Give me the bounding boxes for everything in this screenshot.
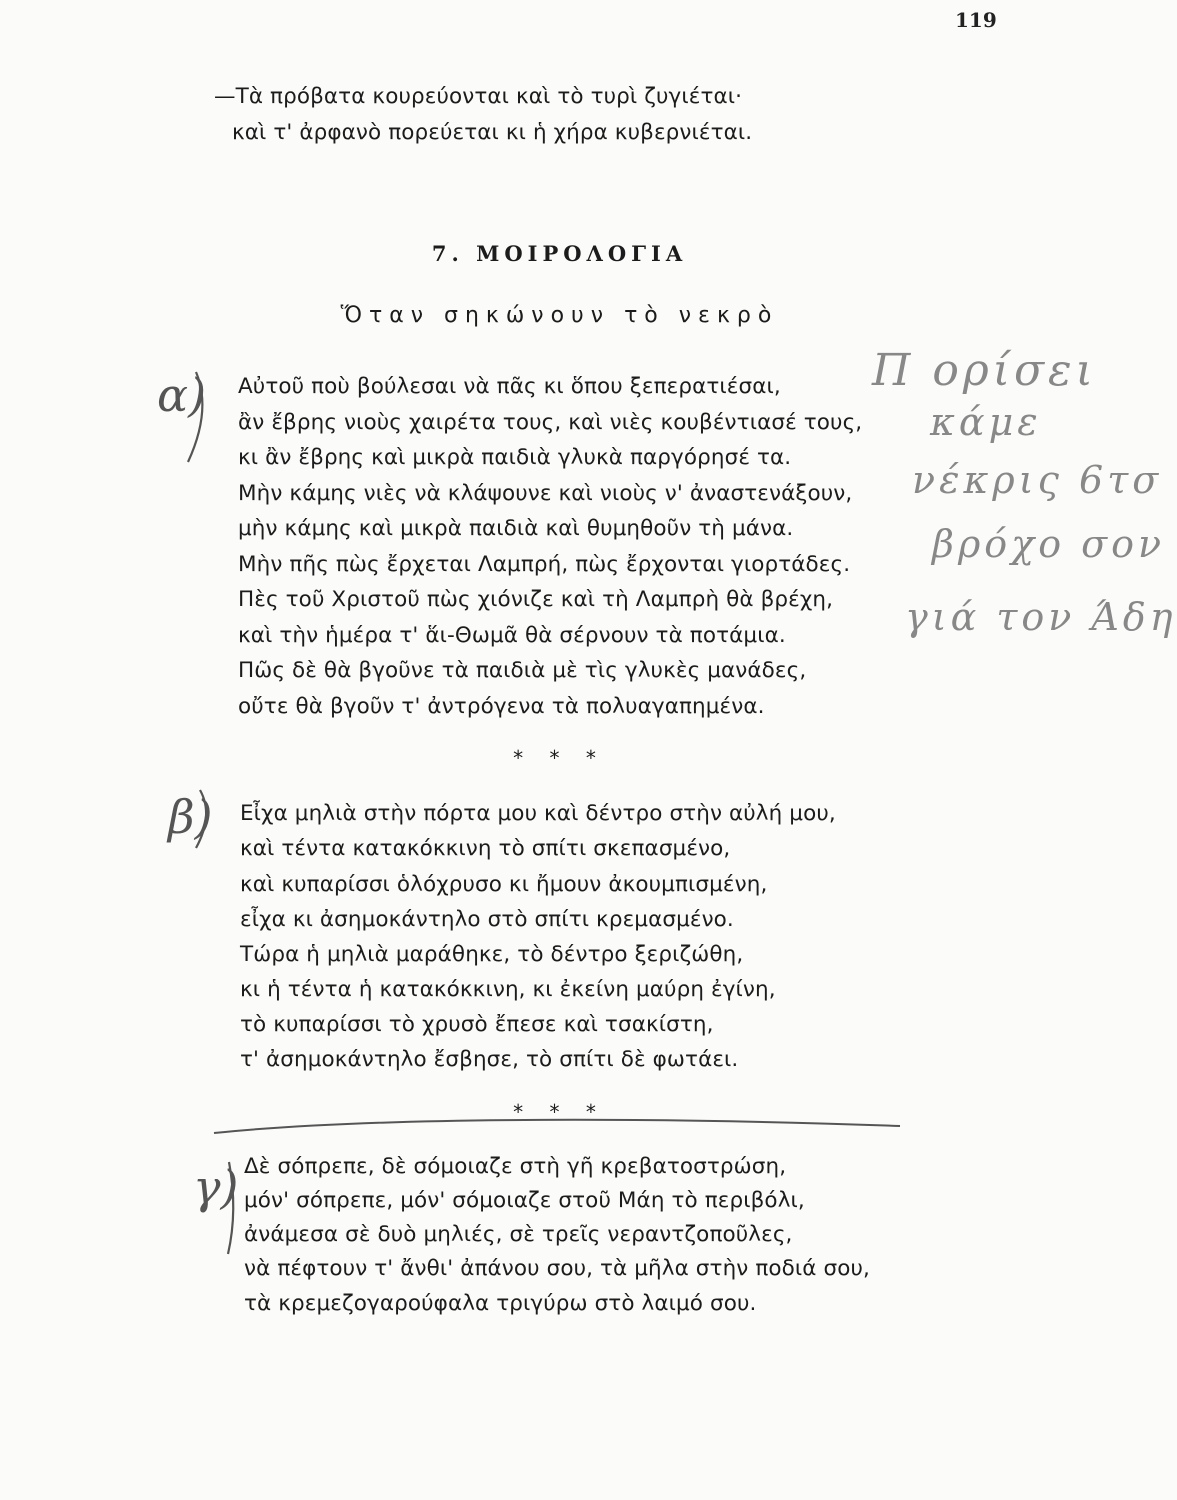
poem-a-line: οὔτε θὰ βγοῦν τ' ἀντρόγενα τὰ πολυαγαπημένα. xyxy=(238,694,765,719)
poem-c-line: νὰ πέφτουν τ' ἄνθι' ἀπάνου σου, τὰ μῆλα στὴν ποδιά σου, xyxy=(244,1256,870,1281)
poem-a-line: Αὐτοῦ ποὺ βούλεσαι νὰ πᾶς κι ὅπου ξεπερατιέσαι, xyxy=(238,374,781,399)
poem-a-line: μὴν κάμης καὶ μικρὰ παιδιὰ καὶ θυμηθοῦν τὴ μάνα. xyxy=(238,516,794,541)
separator: * * * xyxy=(513,746,606,770)
margin-note-line: Π ορίσει xyxy=(872,345,1097,396)
poem-a-line: Μὴν πῆς πὼς ἔρχεται Λαμπρή, πὼς ἔρχονται γιορτάδες. xyxy=(238,552,851,577)
intro-line-2: καὶ τ' ἀρφανὸ πορεύεται κι ἡ χήρα κυβερνιέται. xyxy=(232,120,753,145)
separator: * * * xyxy=(513,1100,606,1124)
poem-b-line: εἶχα κι ἀσημοκάντηλο στὸ σπίτι κρεμασμένο. xyxy=(240,907,734,932)
poem-b-line: Τώρα ἡ μηλιὰ μαράθηκε, τὸ δέντρο ξεριζώθη, xyxy=(240,942,744,967)
margin-note-line: γιά τον Άδη xyxy=(905,595,1177,639)
poem-c-marker: γ) xyxy=(193,1160,239,1214)
poem-c-line: τὰ κρεμεζογαρούφαλα τριγύρω στὸ λαιμό σου. xyxy=(244,1291,757,1316)
poem-b-line: τ' ἀσημοκάντηλο ἔσβησε, τὸ σπίτι δὲ φωτάει. xyxy=(240,1047,739,1072)
poem-a-line: Πὲς τοῦ Χριστοῦ πὼς χιόνιζε καὶ τὴ Λαμπρὴ θὰ βρέχη, xyxy=(238,587,834,612)
poem-a-marker: α) xyxy=(157,368,207,422)
poem-c-line: μόν' σόπρεπε, μόν' σόμοιαζε στοῦ Μάη τὸ περιβόλι, xyxy=(244,1188,805,1213)
poem-b-marker: β) xyxy=(168,790,213,844)
page-number: 119 xyxy=(955,8,997,32)
poem-b-line: Εἶχα μηλιὰ στὴν πόρτα μου καὶ δέντρο στὴν αὐλή μου, xyxy=(240,801,836,826)
poem-c-line: ἀνάμεσα σὲ δυὸ μηλιές, σὲ τρεῖς νεραντζοποῦλες, xyxy=(244,1222,793,1247)
poem-b-line: καὶ τέντα κατακόκκινη τὸ σπίτι σκεπασμένο, xyxy=(240,836,731,861)
section-subtitle: Ὅταν σηκώνουν τὸ νεκρὸ xyxy=(340,303,779,328)
section-title: 7. ΜΟΙΡΟΛΟΓΙΑ xyxy=(431,241,688,266)
poem-a-line: Πῶς δὲ θὰ βγοῦνε τὰ παιδιὰ μὲ τὶς γλυκὲς μανάδες, xyxy=(238,658,807,683)
poem-c-line: Δὲ σόπρεπε, δὲ σόμοιαζε στὴ γῆ κρεβατοστρώση, xyxy=(244,1154,787,1179)
poem-b-line: τὸ κυπαρίσσι τὸ χρυσὸ ἔπεσε καὶ τσακίστη, xyxy=(240,1012,714,1037)
poem-a-line: ἂν ἔβρης νιοὺς χαιρέτα τους, καὶ νιὲς κουβέντιασέ τους, xyxy=(238,410,863,435)
poem-b-line: κι ἡ τέντα ἡ κατακόκκινη, κι ἐκείνη μαύρη ἐγίνη, xyxy=(240,977,776,1002)
poem-a-line: καὶ τὴν ἡμέρα τ' ἅι-Θωμᾶ θὰ σέρνουν τὰ ποτάμια. xyxy=(238,623,786,648)
intro-line-1: —Τὰ πρόβατα κουρεύονται καὶ τὸ τυρὶ ζυγιέται· xyxy=(214,84,743,109)
poem-b-line: καὶ κυπαρίσσι ὁλόχρυσο κι ἤμουν ἀκουμπισμένη, xyxy=(240,872,768,897)
poem-a-line: κι ἂν ἔβρης καὶ μικρὰ παιδιὰ γλυκὰ παργόρησέ τα. xyxy=(238,445,792,470)
margin-note-line: κάμε xyxy=(930,400,1042,444)
poem-a-line: Μὴν κάμης νιὲς νὰ κλάψουνε καὶ νιοὺς ν' ἀναστενάξουν, xyxy=(238,481,853,506)
margin-note-line: νέκρις 6τσ xyxy=(912,458,1163,502)
margin-note-line: βρόχο σον xyxy=(932,522,1166,566)
